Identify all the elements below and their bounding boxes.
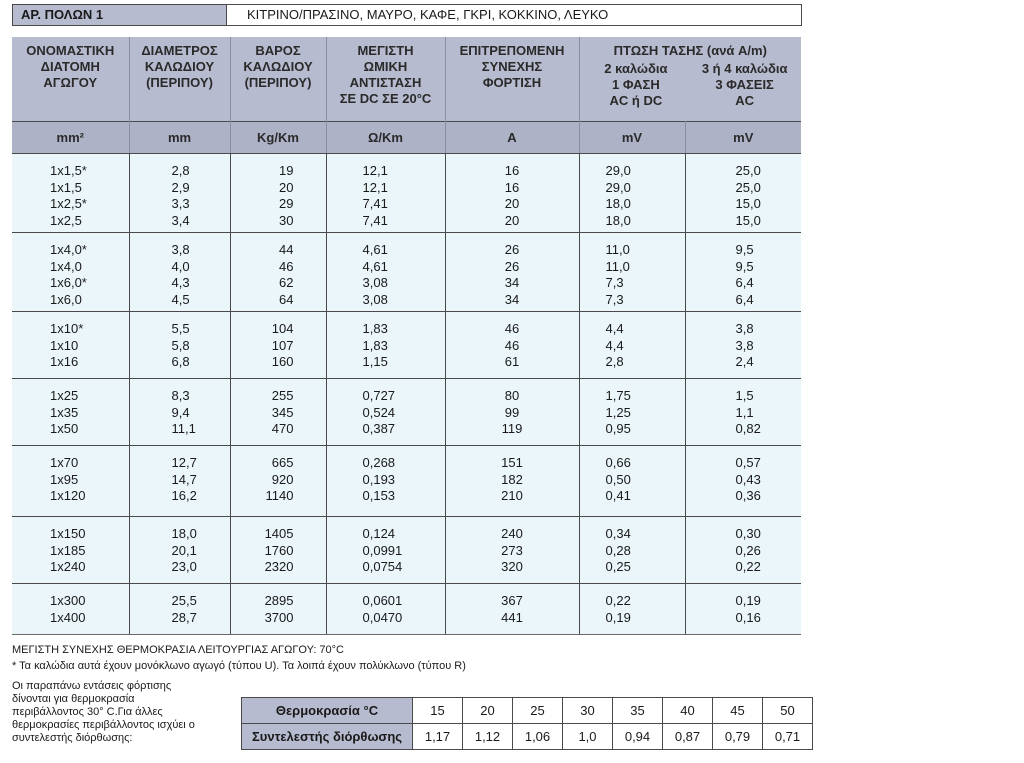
cell-value: 1x1,5*	[50, 163, 87, 178]
cell-value: 12,1	[362, 163, 388, 178]
cell-value: 0,34	[605, 526, 631, 541]
table-cell	[685, 154, 801, 233]
cell-value: 2320	[264, 559, 294, 574]
cell-value: 1x10*	[50, 321, 84, 336]
cell-value: 7,41	[362, 212, 388, 228]
cell-value: 1x6,0	[50, 291, 82, 307]
table-cell	[685, 379, 801, 446]
table-cell	[579, 446, 685, 517]
cell-value: 99	[504, 404, 520, 420]
cell-value: 240	[501, 526, 523, 541]
factor-cell: 0,71	[763, 724, 813, 750]
table-cell	[445, 379, 579, 446]
table-cell	[685, 584, 801, 635]
cell-value: 28,7	[171, 609, 197, 625]
table-cell	[129, 517, 230, 584]
cell-value: 367	[501, 593, 523, 608]
factor-row	[242, 724, 813, 750]
cell-value: 2,8	[605, 354, 624, 369]
cell-value: 160	[271, 354, 294, 369]
cell-value: 6,8	[171, 354, 190, 369]
table-cell	[685, 312, 801, 379]
table-cell	[445, 584, 579, 635]
table-cell	[445, 517, 579, 584]
table-cell	[230, 584, 326, 635]
table-cell	[579, 312, 685, 379]
cell-value: 11,0	[605, 258, 630, 274]
table-cell	[326, 446, 445, 517]
cell-value: 29,0	[605, 179, 631, 195]
cell-value: 0,41	[605, 488, 631, 503]
cell-value: 1x95	[50, 471, 79, 487]
table-cell	[129, 154, 230, 233]
table-cell	[326, 312, 445, 379]
cell-value: 3,3	[171, 196, 190, 211]
table-cell	[129, 584, 230, 635]
poles-label: ΑΡ. ΠΟΛΩΝ 1	[13, 5, 227, 25]
cell-value: 0,0754	[362, 559, 403, 574]
table-cell	[230, 154, 326, 233]
temperature-cell: 25	[513, 698, 563, 724]
unit-cell: mm	[129, 122, 230, 154]
correction-factor-table	[241, 697, 813, 750]
cell-value: 182	[501, 471, 523, 487]
table-cell	[129, 379, 230, 446]
header-resistance: ΜΕΓΙΣΤΗ ΩΜΙΚΗ ΑΝΤΙΣΤΑΣΗ ΣΕ DC ΣΕ 20°C	[326, 37, 445, 122]
cell-value: 19	[279, 163, 294, 178]
factor-cell: 0,94	[613, 724, 663, 750]
cell-value: 1x300	[50, 593, 86, 608]
cell-value: 0,30	[735, 526, 761, 541]
table-row-group	[12, 379, 801, 446]
cell-value: 1x240	[50, 559, 86, 574]
cell-value: 0,82	[735, 421, 761, 436]
unit-cell: mV	[685, 122, 801, 154]
cell-value: 273	[501, 542, 523, 558]
cell-value: 7,41	[362, 196, 388, 211]
factor-cell: 1,06	[513, 724, 563, 750]
cell-value: 0,387	[362, 421, 396, 436]
table-cell	[12, 312, 129, 379]
temperature-cell: 35	[613, 698, 663, 724]
cell-value: 12,7	[171, 455, 197, 470]
table-cell	[230, 233, 326, 312]
cell-value: 1x25	[50, 388, 79, 403]
cell-value: 16	[504, 179, 520, 195]
cell-value: 0,124	[362, 526, 396, 541]
poles-bar	[12, 4, 802, 26]
cell-value: 2895	[264, 593, 294, 608]
cell-value: 46	[279, 258, 294, 274]
cell-value: 1x50	[50, 421, 79, 436]
cell-value: 25,5	[171, 593, 197, 608]
cell-value: 16	[504, 163, 520, 178]
cell-value: 119	[501, 421, 523, 436]
cell-value: 34	[504, 291, 520, 307]
cell-value: 4,0	[171, 258, 190, 274]
cell-value: 14,7	[171, 471, 197, 487]
cell-value: 0,19	[735, 593, 761, 608]
cell-value: 1,75	[605, 388, 631, 403]
cell-value: 0,16	[735, 609, 761, 625]
cell-value: 25,0	[735, 163, 761, 178]
factor-cell: 1,17	[413, 724, 463, 750]
cell-value: 0,0601	[362, 593, 403, 608]
cell-value: 1x1,5	[50, 179, 82, 195]
header-voltage-drop: ΠΤΩΣΗ ΤΑΣΗΣ (ανά A/m) 2 καλώδια 1 ΦΑΣΗ AC ή DC 3 ή 4 καλώδια 3 ΦΑΣΕΙΣ AC	[579, 37, 801, 122]
cell-value: 4,61	[362, 242, 388, 257]
table-cell	[129, 233, 230, 312]
table-cell	[12, 446, 129, 517]
table-row-group	[12, 154, 801, 233]
cell-value: 30	[279, 212, 294, 228]
cell-value: 7,3	[605, 275, 624, 290]
table-cell	[326, 154, 445, 233]
table-cell	[230, 312, 326, 379]
cell-value: 4,5	[171, 291, 190, 307]
cell-value: 20,1	[171, 542, 197, 558]
cell-value: 18,0	[605, 196, 631, 211]
cell-value: 20	[504, 212, 520, 228]
cell-value: 0,43	[735, 471, 761, 487]
cell-value: 29	[279, 196, 294, 211]
header-vd-single-phase: 2 καλώδια 1 ΦΑΣΗ AC ή DC	[604, 61, 668, 108]
table-cell	[445, 233, 579, 312]
cell-value: 0,50	[605, 471, 631, 487]
cell-value: 3,8	[735, 337, 754, 353]
cell-value: 3,4	[171, 212, 190, 228]
cell-value: 12,1	[362, 179, 388, 195]
table-cell	[230, 517, 326, 584]
header-vd-three-phase: 3 ή 4 καλώδια 3 ΦΑΣΕΙΣ AC	[701, 61, 788, 108]
cell-value: 26	[504, 258, 520, 274]
cell-value: 1,83	[362, 337, 388, 353]
cell-value: 4,4	[605, 321, 624, 336]
cell-value: 15,0	[735, 196, 761, 211]
cell-value: 920	[271, 471, 294, 487]
cell-value: 6,4	[735, 291, 754, 307]
cell-value: 1x6,0*	[50, 275, 87, 290]
header-current: ΕΠΙΤΡΕΠΟΜΕΝΗ ΣΥΝΕΧΗΣ ΦΟΡΤΙΣΗ	[445, 37, 579, 122]
cell-value: 0,57	[735, 455, 761, 470]
cell-value: 151	[501, 455, 523, 470]
cell-value: 470	[271, 421, 294, 436]
cell-value: 0,268	[362, 455, 396, 470]
cell-value: 9,4	[171, 404, 190, 420]
cable-spec-table	[12, 37, 801, 635]
unit-cell: Ω/Km	[326, 122, 445, 154]
cell-value: 2,4	[735, 354, 754, 369]
cell-value: 18,0	[605, 212, 631, 228]
table-cell	[579, 517, 685, 584]
table-cell	[685, 233, 801, 312]
table-cell	[12, 154, 129, 233]
table-row-group	[12, 584, 801, 635]
cell-value: 5,5	[171, 321, 190, 336]
cell-value: 20	[279, 179, 294, 195]
cell-value: 1760	[264, 542, 294, 558]
temperature-cell: 40	[663, 698, 713, 724]
cell-value: 4,61	[362, 258, 388, 274]
table-cell	[12, 233, 129, 312]
table-cell	[445, 154, 579, 233]
cell-value: 0,22	[735, 559, 761, 574]
cell-value: 1x120	[50, 488, 86, 503]
cell-value: 23,0	[171, 559, 197, 574]
cell-value: 0,95	[605, 421, 631, 436]
cell-value: 15,0	[735, 212, 761, 228]
table-cell	[445, 312, 579, 379]
max-temperature-note: ΜΕΓΙΣΤΗ ΣΥΝΕΧΗΣ ΘΕΡΜΟΚΡΑΣΙΑ ΛΕΙΤΟΥΡΓΙΑΣ ΑΓΩΓΟΥ: 70°C	[12, 644, 345, 656]
cell-value: 4,3	[171, 275, 190, 290]
cell-value: 345	[271, 404, 294, 420]
conductor-footnote: * Τα καλώδια αυτά έχουν μονόκλωνο αγωγό (τύπου U). Τα λοιπά έχουν πολύκλωνο (τύπου R)	[12, 660, 466, 672]
cell-value: 0,66	[605, 455, 631, 470]
factor-cell: 0,79	[713, 724, 763, 750]
cell-value: 107	[271, 337, 294, 353]
table-row-group	[12, 517, 801, 584]
cell-value: 104	[271, 321, 294, 336]
cell-value: 64	[279, 291, 294, 307]
table-cell	[12, 584, 129, 635]
header-diameter: ΔΙΑΜΕΤΡΟΣ ΚΑΛΩΔΙΟΥ (ΠΕΡΙΠΟΥ)	[129, 37, 230, 122]
cell-value: 3,08	[362, 291, 388, 307]
cell-value: 25,0	[735, 179, 761, 195]
header-weight: ΒΑΡΟΣ ΚΑΛΩΔΙΟΥ (ΠΕΡΙΠΟΥ)	[230, 37, 326, 122]
cell-value: 1405	[264, 526, 294, 541]
table-cell	[12, 379, 129, 446]
cell-value: 5,8	[171, 337, 190, 353]
unit-cell: mV	[579, 122, 685, 154]
correction-intro: Οι παραπάνω εντάσεις φόρτισης δίνονται για θερμοκρασία περιβάλλοντος 30° C.Για άλλες θερμοκρασίες περιβάλλοντος ισχύει ο συντελεστής διόρθωσης:	[12, 680, 195, 744]
table-body	[12, 154, 801, 635]
cell-value: 0,26	[735, 542, 761, 558]
cell-value: 16,2	[171, 488, 197, 503]
cell-value: 0,22	[605, 593, 631, 608]
cell-value: 26	[504, 242, 520, 257]
cell-value: 9,5	[735, 258, 754, 274]
cell-value: 0,0991	[362, 542, 403, 558]
cell-value: 1,83	[362, 321, 388, 336]
table-row-group	[12, 446, 801, 517]
cell-value: 9,5	[735, 242, 754, 257]
unit-cell: A	[445, 122, 579, 154]
cell-value: 1x4,0*	[50, 242, 87, 257]
factor-cell: 1,12	[463, 724, 513, 750]
cell-value: 255	[271, 388, 294, 403]
cell-value: 1x150	[50, 526, 86, 541]
temperature-cell: 15	[413, 698, 463, 724]
units-row	[12, 122, 801, 154]
unit-cell: Kg/Km	[230, 122, 326, 154]
cell-value: 0,0470	[362, 609, 403, 625]
table-row-group	[12, 312, 801, 379]
cell-value: 3,8	[171, 242, 190, 257]
factor-cell: 1,0	[563, 724, 613, 750]
table-cell	[326, 584, 445, 635]
table-cell	[579, 154, 685, 233]
cell-value: 1,15	[362, 354, 388, 369]
header-cross-section: ΟΝΟΜΑΣΤΙΚΗ ΔΙΑΤΟΜΗ ΑΓΩΓΟΥ	[12, 37, 129, 122]
table-cell	[579, 379, 685, 446]
table-cell	[685, 446, 801, 517]
cell-value: 2,9	[171, 179, 190, 195]
cell-value: 1x10	[50, 337, 79, 353]
cell-value: 1x2,5	[50, 212, 82, 228]
table-cell	[579, 584, 685, 635]
table-cell	[129, 446, 230, 517]
cell-value: 1x400	[50, 609, 86, 625]
cell-value: 29,0	[605, 163, 631, 178]
header-row	[12, 37, 801, 122]
cell-value: 18,0	[171, 526, 197, 541]
cell-value: 0,727	[362, 388, 396, 403]
cell-value: 4,4	[605, 337, 624, 353]
cell-value: 62	[279, 275, 294, 290]
table-cell	[685, 517, 801, 584]
cell-value: 0,524	[362, 404, 396, 420]
cell-value: 210	[501, 488, 523, 503]
cell-value: 2,8	[171, 163, 190, 178]
table-cell	[326, 379, 445, 446]
cell-value: 1x185	[50, 542, 86, 558]
table-cell	[230, 446, 326, 517]
factor-label: Συντελεστής διόρθωσης	[242, 724, 413, 750]
cell-value: 46	[504, 337, 520, 353]
cell-value: 11,1	[171, 421, 196, 436]
temperature-row	[242, 698, 813, 724]
cell-value: 441	[501, 609, 523, 625]
unit-cell: mm²	[12, 122, 129, 154]
cell-value: 80	[504, 388, 520, 403]
cell-value: 1,25	[605, 404, 631, 420]
cell-value: 61	[504, 354, 520, 369]
temperature-cell: 20	[463, 698, 513, 724]
temperature-cell: 50	[763, 698, 813, 724]
table-cell	[12, 517, 129, 584]
cell-value: 1x2,5*	[50, 196, 87, 211]
table-cell	[326, 233, 445, 312]
cell-value: 1,1	[735, 404, 754, 420]
cell-value: 0,153	[362, 488, 396, 503]
cell-value: 44	[279, 242, 294, 257]
table-cell	[445, 446, 579, 517]
cell-value: 1,5	[735, 388, 754, 403]
cell-value: 6,4	[735, 275, 754, 290]
table-cell	[579, 233, 685, 312]
cell-value: 0,19	[605, 609, 631, 625]
cell-value: 0,36	[735, 488, 761, 503]
temperature-cell: 45	[713, 698, 763, 724]
cell-value: 7,3	[605, 291, 624, 307]
cell-value: 34	[504, 275, 520, 290]
temperature-label: Θερμοκρασία °C	[242, 698, 413, 724]
cell-value: 0,193	[362, 471, 396, 487]
cell-value: 0,28	[605, 542, 631, 558]
table-row-group	[12, 233, 801, 312]
cell-value: 8,3	[171, 388, 190, 403]
cell-value: 0,25	[605, 559, 631, 574]
temperature-cell: 30	[563, 698, 613, 724]
table-cell	[326, 517, 445, 584]
cell-value: 1x35	[50, 404, 79, 420]
table-cell	[230, 379, 326, 446]
cell-value: 665	[271, 455, 294, 470]
cell-value: 3,8	[735, 321, 754, 336]
cell-value: 1x16	[50, 354, 79, 369]
core-colors: ΚΙΤΡΙΝΟ/ΠΡΑΣΙΝΟ, ΜΑΥΡΟ, ΚΑΦΕ, ΓΚΡΙ, ΚΟΚΚΙΝΟ, ΛΕΥΚΟ	[227, 5, 801, 25]
cell-value: 1x4,0	[50, 258, 82, 274]
cell-value: 320	[501, 559, 523, 574]
cell-value: 11,0	[605, 242, 630, 257]
cell-value: 3700	[264, 609, 294, 625]
cell-value: 1140	[265, 488, 294, 503]
table-cell	[129, 312, 230, 379]
cell-value: 46	[504, 321, 520, 336]
cell-value: 3,08	[362, 275, 388, 290]
cell-value: 20	[504, 196, 520, 211]
cell-value: 1x70	[50, 455, 79, 470]
factor-cell: 0,87	[663, 724, 713, 750]
